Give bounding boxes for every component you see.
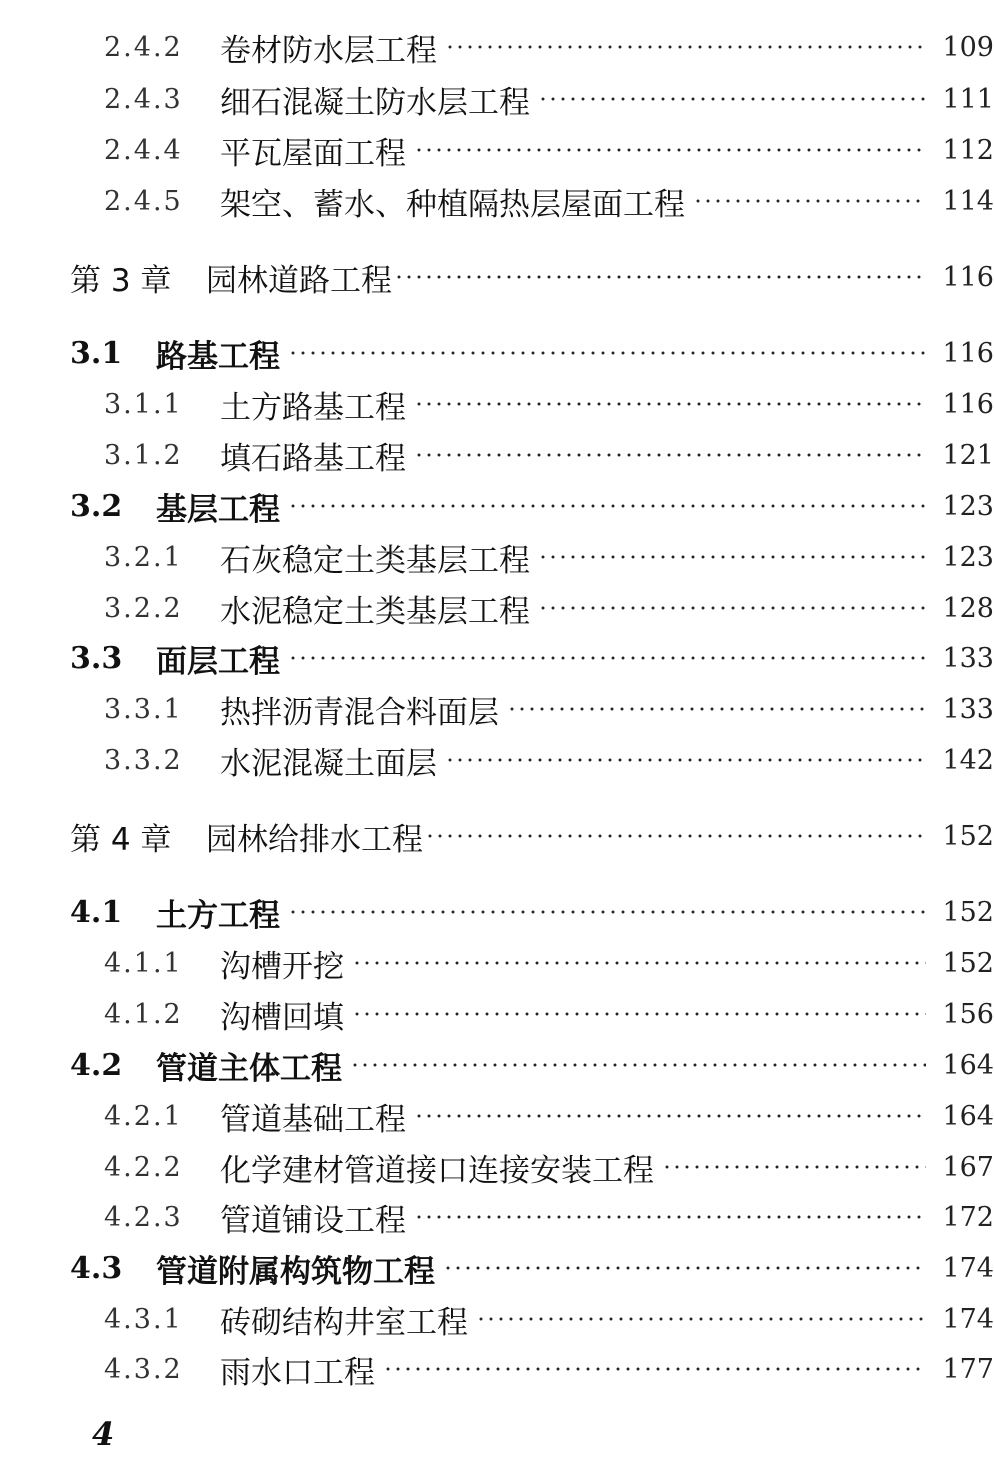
toc-entry-page: 142 — [942, 744, 994, 776]
dot-leader — [662, 1165, 926, 1169]
toc-entry-title: 管道主体工程 — [156, 1050, 342, 1087]
toc-entry-title: 土方路基工程 — [220, 389, 406, 426]
dot-leader — [425, 834, 926, 838]
toc-entry-number: 4.2 — [70, 1047, 123, 1083]
toc-entry-title: 水泥稳定土类基层工程 — [220, 593, 530, 630]
toc-entry-title: 石灰稳定土类基层工程 — [220, 542, 530, 579]
toc-entry-number: 4.3.2 — [104, 1353, 183, 1385]
toc-entry-page: 123 — [942, 541, 994, 573]
dot-leader — [476, 1317, 926, 1321]
toc-entry-number: 4.1.1 — [104, 947, 183, 979]
toc-entry-number: 4.2.3 — [104, 1201, 183, 1233]
toc-entry-page: 121 — [942, 439, 994, 471]
dot-leader — [414, 402, 926, 406]
toc-entry-page: 164 — [942, 1049, 994, 1081]
toc-entry-number: 3.1.2 — [104, 439, 183, 471]
toc-entry-number: 4.2.1 — [104, 1100, 183, 1132]
dot-leader — [352, 1012, 926, 1016]
toc-entry-title: 水泥混凝土面层 — [220, 745, 437, 782]
toc-entry-number: 3.2.2 — [104, 592, 183, 624]
dot-leader — [414, 1215, 926, 1219]
toc-entry-number: 3.1 — [70, 335, 123, 371]
toc-entry — [0, 1344, 994, 1394]
toc-entry-page: 152 — [942, 820, 994, 852]
toc-entry — [0, 74, 994, 124]
toc-entry-page: 109 — [942, 31, 994, 63]
dot-leader — [394, 275, 926, 279]
toc-entry-number: 3.2.1 — [104, 541, 183, 573]
toc-entry — [0, 583, 994, 633]
toc-entry-number: 4.3 — [70, 1250, 123, 1286]
toc-entry-page: 133 — [942, 642, 994, 674]
toc-entry-page: 172 — [942, 1201, 994, 1233]
dot-leader — [538, 606, 926, 610]
dot-leader — [288, 910, 926, 914]
dot-leader — [414, 1114, 926, 1118]
toc-entry — [0, 22, 994, 72]
toc-entry-title: 基层工程 — [156, 491, 280, 528]
toc-entry — [0, 481, 994, 531]
dot-leader — [288, 504, 926, 508]
toc-entry-page: 123 — [942, 490, 994, 522]
dot-leader — [414, 148, 926, 152]
toc-entry-page: 152 — [942, 947, 994, 979]
toc-entry — [0, 532, 994, 582]
toc-entry-title: 平瓦屋面工程 — [220, 135, 406, 172]
toc-entry-title: 热拌沥青混合料面层 — [220, 694, 499, 731]
dot-leader — [352, 961, 926, 965]
toc-entry-title: 砖砌结构井室工程 — [220, 1304, 468, 1341]
toc-entry-page: 156 — [942, 998, 994, 1030]
dot-leader — [383, 1367, 926, 1371]
toc-entry — [0, 1243, 994, 1293]
toc-entry-title: 化学建材管道接口连接安装工程 — [220, 1152, 654, 1189]
dot-leader — [445, 758, 926, 762]
toc-entry — [0, 328, 994, 378]
toc-entry — [0, 252, 994, 302]
toc-entry-page: 164 — [942, 1100, 994, 1132]
toc-entry — [0, 811, 994, 861]
toc-entry — [0, 684, 994, 734]
toc-entry-number: 2.4.3 — [104, 83, 183, 115]
toc-entry-page: 128 — [942, 592, 994, 624]
toc-entry-title: 填石路基工程 — [220, 440, 406, 477]
toc-entry — [0, 1091, 994, 1141]
toc-entry-title: 管道基础工程 — [220, 1101, 406, 1138]
toc-entry-page: 112 — [942, 134, 994, 166]
toc-entry — [0, 887, 994, 937]
toc-entry-number: 3.1.1 — [104, 388, 183, 420]
toc-entry-title: 园林给排水工程 — [206, 821, 423, 858]
toc-entry-number: 4.3.1 — [104, 1303, 183, 1335]
toc-entry — [0, 125, 994, 175]
toc-entry-page: 116 — [942, 261, 994, 293]
toc-entry-page: 167 — [942, 1151, 994, 1183]
toc-entry — [0, 1040, 994, 1090]
toc-entry-page: 152 — [942, 896, 994, 928]
dot-leader — [350, 1063, 926, 1067]
toc-entry — [0, 633, 994, 683]
toc-entry-number: 3.3.1 — [104, 693, 183, 725]
toc-entry-number: 第 3 章 — [70, 262, 172, 299]
toc-entry-page: 114 — [942, 185, 994, 217]
toc-entry-page: 174 — [942, 1252, 994, 1284]
toc-entry — [0, 1294, 994, 1344]
toc-entry-number: 3.3.2 — [104, 744, 183, 776]
toc-entry — [0, 176, 994, 226]
dot-leader — [414, 453, 926, 457]
dot-leader — [288, 656, 926, 660]
dot-leader — [445, 45, 926, 49]
toc-entry-page: 116 — [942, 337, 994, 369]
dot-leader — [288, 351, 926, 355]
toc-entry-title: 土方工程 — [156, 897, 280, 934]
toc-entry-number: 2.4.5 — [104, 185, 183, 217]
toc-entry-title: 园林道路工程 — [206, 262, 392, 299]
toc-entry-title: 面层工程 — [156, 643, 280, 680]
toc-entry-number: 2.4.2 — [104, 31, 183, 63]
toc-entry — [0, 938, 994, 988]
dot-leader — [443, 1266, 926, 1270]
toc-entry-title: 沟槽回填 — [220, 999, 344, 1036]
toc-entry-number: 3.2 — [70, 488, 123, 524]
toc-entry-page: 111 — [942, 83, 994, 115]
toc-entry-number: 3.3 — [70, 640, 123, 676]
dot-leader — [507, 707, 926, 711]
page-number: 4 — [92, 1415, 115, 1453]
toc-entry-number: 4.1 — [70, 894, 123, 930]
toc-entry-page: 174 — [942, 1303, 994, 1335]
toc-entry-page: 133 — [942, 693, 994, 725]
toc-entry-number: 第 4 章 — [70, 821, 172, 858]
toc-entry — [0, 1192, 994, 1242]
dot-leader — [693, 199, 926, 203]
toc-entry-title: 管道附属构筑物工程 — [156, 1253, 435, 1290]
toc-entry-title: 路基工程 — [156, 338, 280, 375]
toc-entry — [0, 989, 994, 1039]
toc-entry-title: 架空、蓄水、种植隔热层屋面工程 — [220, 186, 685, 223]
dot-leader — [538, 555, 926, 559]
toc-entry — [0, 735, 994, 785]
toc-entry — [0, 379, 994, 429]
toc-entry-title: 沟槽开挖 — [220, 948, 344, 985]
toc-entry-number: 4.1.2 — [104, 998, 183, 1030]
toc-entry — [0, 1142, 994, 1192]
toc-entry-title: 雨水口工程 — [220, 1354, 375, 1391]
toc-entry-number: 4.2.2 — [104, 1151, 183, 1183]
toc-entry-title: 细石混凝土防水层工程 — [220, 84, 530, 121]
toc-entry-number: 2.4.4 — [104, 134, 183, 166]
toc-entry-page: 177 — [942, 1353, 994, 1385]
toc-entry — [0, 430, 994, 480]
toc-entry-page: 116 — [942, 388, 994, 420]
toc-entry-title: 卷材防水层工程 — [220, 32, 437, 69]
dot-leader — [538, 97, 926, 101]
toc-entry-title: 管道铺设工程 — [220, 1202, 406, 1239]
